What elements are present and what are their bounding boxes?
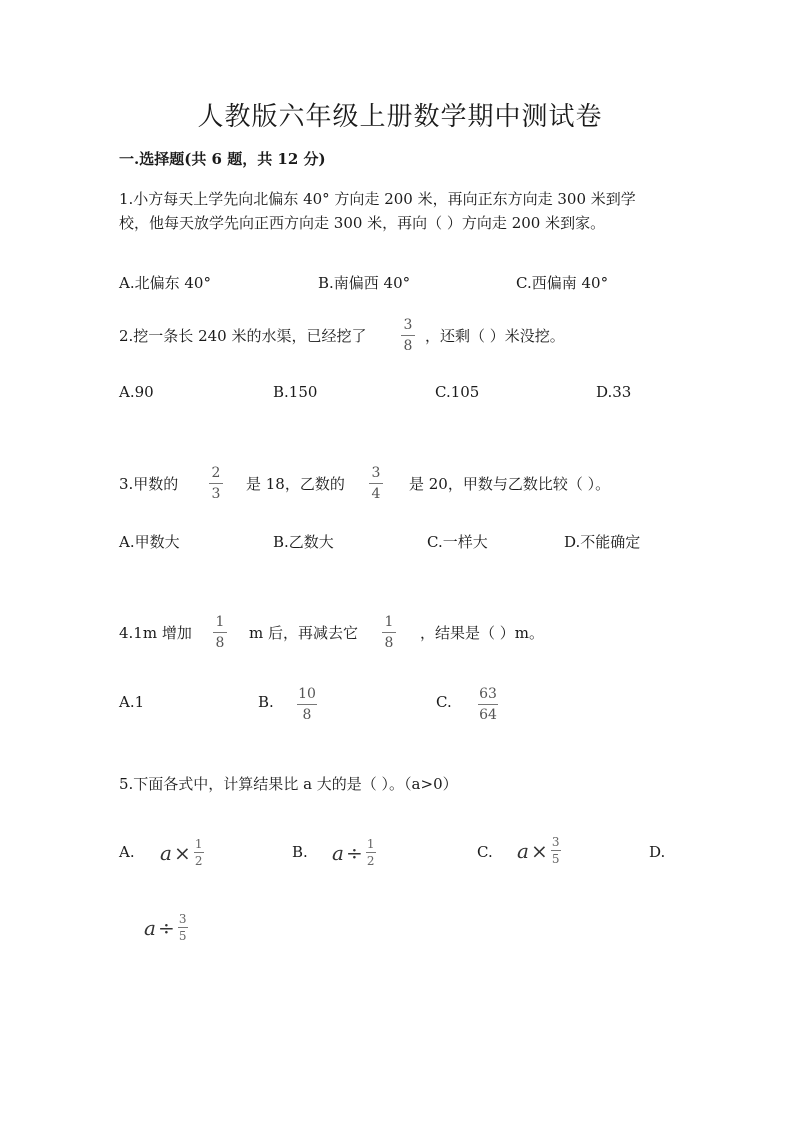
fraction-bar [297,704,317,705]
question-5-option-c-expression [517,836,561,865]
question-5-option-a-expression [160,838,204,867]
question-5-text: 5.下面各式中，计算结果比 a 大的是（ ）。（a>0） [119,775,458,793]
math-fraction [194,838,204,867]
fraction-bar [369,483,383,484]
question-3-option-d: D.不能确定 [564,533,641,551]
fraction-numerator: 1 [366,837,375,851]
math-variable: a [332,840,344,865]
question-2-fraction [401,318,415,353]
fraction-bar [209,483,223,484]
math-fraction [551,836,561,865]
fraction-denominator: 5 [551,852,560,866]
question-5-option-d-expression [144,913,188,942]
math-operator: × [173,840,191,865]
fraction-bar [366,852,376,853]
question-3-option-a: A.甲数大 [119,533,180,551]
section-heading: 一.选择题(共 6 题，共 12 分) [119,150,326,168]
fraction-numerator: 3 [371,465,381,481]
math-variable: a [517,838,529,863]
question-3-text-middle: 是 18，乙数的 [246,475,345,493]
fraction-denominator: 8 [384,635,394,651]
question-3-text-after: 是 20，甲数与乙数比较（ ）。 [409,475,611,493]
question-5-option-c-label: C. [477,843,493,861]
question-4-option-b-fraction [297,687,317,722]
math-fraction [178,913,188,942]
math-operator: ÷ [157,915,175,940]
question-4-text-before: 4.1m 增加 [119,624,192,642]
question-2-text-after: ，还剩（ ）米没挖。 [425,327,565,345]
fraction-denominator: 2 [194,854,203,868]
question-4-option-c-label: C. [436,693,452,711]
question-3-fraction-1 [209,466,223,501]
fraction-numerator: 1 [194,837,203,851]
fraction-bar [401,335,415,336]
fraction-bar [382,632,396,633]
question-2-option-d: D.33 [596,383,632,401]
fraction-bar [551,850,561,851]
question-4-fraction-1 [213,615,227,650]
question-4-option-c-fraction [478,687,498,722]
fraction-numerator: 10 [298,686,316,702]
fraction-denominator: 3 [211,486,221,502]
math-operator: × [530,838,548,863]
fraction-bar [194,852,204,853]
question-1-line-2: 校，他每天放学先向正西方向走 300 米，再向（ ）方向走 200 米到家。 [119,214,606,232]
question-4-fraction-2 [382,615,396,650]
question-4-option-a: A.1 [119,693,145,711]
question-4-text-middle: m 后，再减去它 [249,624,358,642]
fraction-denominator: 2 [366,854,375,868]
question-4-option-b-label: B. [258,693,274,711]
question-1-option-c: C.西偏南 40° [516,274,609,292]
fraction-denominator: 8 [302,707,312,723]
question-3-option-b: B.乙数大 [273,533,334,551]
fraction-denominator: 8 [215,635,225,651]
question-5-option-b-expression [332,838,376,867]
fraction-numerator: 3 [403,317,413,333]
question-3-text-before: 3.甲数的 [119,475,179,493]
fraction-numerator: 1 [384,614,394,630]
fraction-denominator: 64 [479,707,497,723]
question-5-option-d-label: D. [649,843,666,861]
question-1-line-1: 1.小方每天上学先向北偏东 40° 方向走 200 米，再向正东方向走 300 米到学 [119,190,636,208]
fraction-numerator: 3 [178,912,187,926]
math-operator: ÷ [345,840,363,865]
fraction-numerator: 1 [215,614,225,630]
fraction-bar [213,632,227,633]
math-variable: a [160,840,172,865]
question-3-option-c: C.一样大 [427,533,488,551]
page-title: 人教版六年级上册数学期中测试卷 [197,102,603,132]
question-2-text-before: 2.挖一条长 240 米的水渠，已经挖了 [119,327,367,345]
question-3-fraction-2 [369,466,383,501]
math-fraction [366,838,376,867]
question-2-option-a: A.90 [119,383,154,401]
fraction-denominator: 4 [371,486,381,502]
fraction-bar [478,704,498,705]
fraction-denominator: 5 [178,929,187,943]
question-5-option-b-label: B. [292,843,308,861]
fraction-denominator: 8 [403,338,413,354]
question-1-option-b: B.南偏西 40° [318,274,411,292]
question-1-option-a: A.北偏东 40° [119,274,211,292]
math-variable: a [144,915,156,940]
question-2-option-b: B.150 [273,383,318,401]
question-2-option-c: C.105 [435,383,480,401]
fraction-numerator: 2 [211,465,221,481]
fraction-numerator: 3 [551,835,560,849]
fraction-bar [178,927,188,928]
fraction-numerator: 63 [479,686,497,702]
question-5-option-a-label: A. [119,843,135,861]
question-4-text-after: ，结果是（ ）m。 [420,624,544,642]
